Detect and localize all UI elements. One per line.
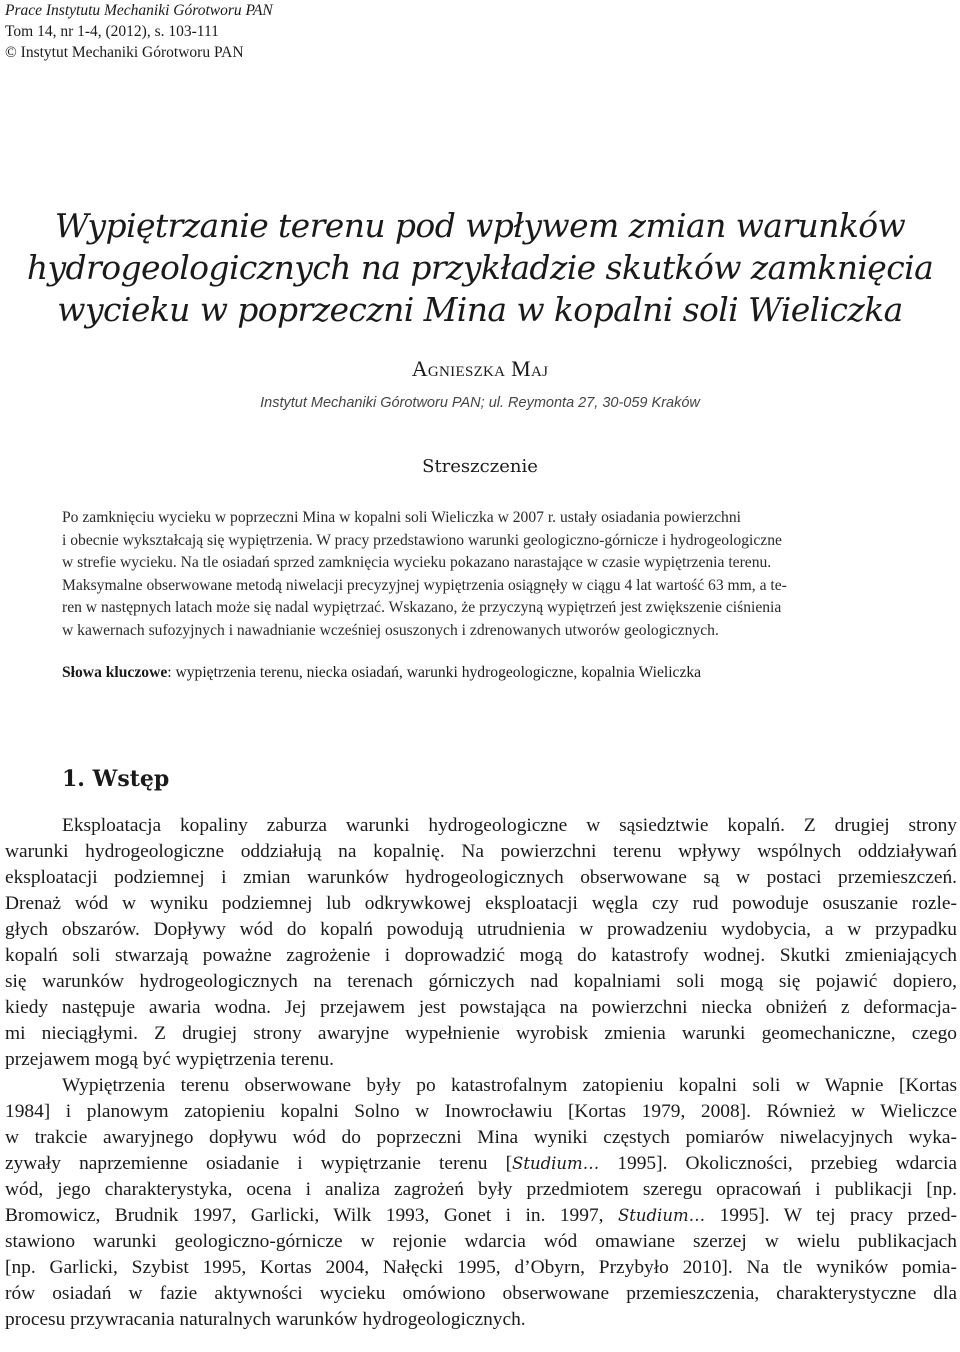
- volume-info: Tom 14, nr 1-4, (2012), s. 103-111: [5, 23, 219, 40]
- journal-name: Prace Instytutu Mechaniki Górotworu PAN: [5, 2, 273, 19]
- body-line: mi nieciągłymi. Z drugiej strony awaryjne wypełnienie wyrobisk zmienia warunki geomechaniczne, czego: [5, 1023, 957, 1044]
- body-line: Wypiętrzenia terenu obserwowane były po katastrofalnym zatopieniu kopalni soli w Wapnie [Kortas: [62, 1075, 957, 1096]
- citation-studium: Studium…: [617, 1206, 706, 1225]
- body-line: się warunków hydrogeologicznych na terenach górniczych nad kopalniami soli mogą się pojawić dopiero,: [5, 971, 957, 992]
- body-line: w trakcie awaryjnego dopływu wód do poprzeczni Mina wyniki częstych pomiarów niwelacyjnych wyka-: [5, 1127, 957, 1148]
- keywords-list: : wypiętrzenia terenu, niecka osiadań, warunki hydrogeologiczne, kopalnia Wieliczka: [167, 664, 702, 681]
- section-heading: 1. Wstęp: [62, 766, 170, 792]
- body-line: rów osiadań w fazie aktywności wycieku omówiono obserwowane przemieszczenia, charakterystyczne dla: [5, 1283, 957, 1304]
- title-line: Wypiętrzanie terenu pod wpływem zmian warunków: [54, 206, 906, 245]
- section-body: [5, 813, 957, 1333]
- abstract-line: w strefie wycieku. Na tle osiadań sprzed zamknięcia wycieku pokazano narastające w czasie wypiętrzenia terenu.: [62, 554, 772, 571]
- body-text: zywały naprzemienne osiadanie i wypiętrzanie terenu [: [5, 1153, 513, 1174]
- body-line: procesu przywracania naturalnych warunków hydrogeologicznych.: [5, 1309, 526, 1330]
- body-line: eksploatacji podziemnej i zmian warunków hydrogeologicznych obserwowane są w postaci przemieszczeń.: [5, 867, 957, 888]
- body-line: kopalń soli stwarzają poważne zagrożenie i doprowadzić mogą do katastrofy wodnej. Skutki zmieniających: [5, 945, 957, 966]
- keywords-label: Słowa kluczowe: [62, 664, 168, 681]
- abstract-heading: Streszczenie: [422, 456, 538, 477]
- author-affiliation: Instytut Mechaniki Górotworu PAN; ul. Reymonta 27, 30-059 Kraków: [260, 395, 700, 411]
- body-line: [5, 1151, 957, 1177]
- body-line: głych obszarów. Dopływy wód do kopalń powodują utrudnienia w prowadzeniu wydobycia, a w przypadku: [5, 919, 957, 940]
- abstract-text: [62, 507, 897, 642]
- body-line: wód, jego charakterystyka, ocena i analiza zagrożeń były przedmiotem szeregu opracowań i publikacji [np.: [5, 1179, 957, 1200]
- title-line: hydrogeologicznych na przykładzie skutków zamknięcia: [26, 248, 934, 287]
- abstract-line: Po zamknięciu wycieku w poprzeczni Mina w kopalni soli Wieliczka w 2007 r. ustały osiadania powierzchni: [62, 509, 741, 526]
- journal-header: [5, 0, 273, 63]
- copyright-line: © Instytut Mechaniki Górotworu PAN: [5, 44, 244, 61]
- author-name: Agnieszka Maj: [411, 356, 549, 381]
- body-line: przejawem mogą być wypiętrzenia terenu.: [5, 1049, 334, 1070]
- body-line: Drenaż wód w wyniku podziemnej lub odkrywkowej eksploatacji węgla czy rud powoduje osuszanie rozle-: [5, 893, 957, 914]
- abstract-line: ren w następnych latach może się nadal wypiętrzać. Wskazano, że przyczyną wypiętrzeń jest zwiększenie ciśnienia: [62, 599, 782, 616]
- citation-studium: Studium…: [512, 1154, 600, 1173]
- body-line: stawiono warunki geologiczno-górnicze w rejonie wdarcia wód omawiane szerzej w wielu publikacjach: [5, 1231, 957, 1252]
- body-line: 1984] i planowym zatopieniu kopalni Solno w Inowrocławiu [Kortas 1979, 2008]. Również w Wieliczce: [5, 1101, 957, 1122]
- body-line: kiedy następuje awaria wodna. Jej przejawem jest powstająca na powierzchni niecka obniżeń z deformacja-: [5, 997, 957, 1018]
- body-line: warunki hydrogeologiczne oddziałują na kopalnię. Na powierzchni terenu wpływy wspólnych oddziaływań: [5, 841, 957, 862]
- body-line: Eksploatacja kopaliny zaburza warunki hydrogeologiczne w sąsiedztwie kopalń. Z drugiej strony: [62, 815, 957, 836]
- body-line: [5, 1203, 957, 1229]
- abstract-line: w kawernach sufozyjnych i nawadnianie wcześniej osuszonych i zdrenowanych utworów geologicznych.: [62, 621, 719, 639]
- article-title: [0, 205, 960, 331]
- keywords: [62, 662, 897, 684]
- body-text: Bromowicz, Brudnik 1997, Garlicki, Wilk 1993, Gonet i in. 1997,: [5, 1205, 618, 1226]
- body-line: [np. Garlicki, Szybist 1995, Kortas 2004, Nałęcki 1995, d’Obyrn, Przybyło 2010]. Na tle wyników pomia-: [5, 1257, 957, 1278]
- abstract-line: i obecnie wykształcają się wypiętrzenia. W pracy przedstawiono warunki geologiczno-górnicze i hydrogeologiczne: [62, 531, 782, 549]
- body-text: 1995]. W tej pracy przed-: [705, 1205, 957, 1226]
- body-text: 1995]. Okoliczności, przebieg wdarcia: [599, 1153, 957, 1174]
- title-line: wycieku w poprzeczni Mina w kopalni soli Wieliczka: [57, 290, 903, 329]
- abstract-line: Maksymalne obserwowane metodą niwelacji precyzyjnej wypiętrzenia osiągnęły w ciągu 4 lat wartość 63 mm, a te-: [62, 576, 787, 594]
